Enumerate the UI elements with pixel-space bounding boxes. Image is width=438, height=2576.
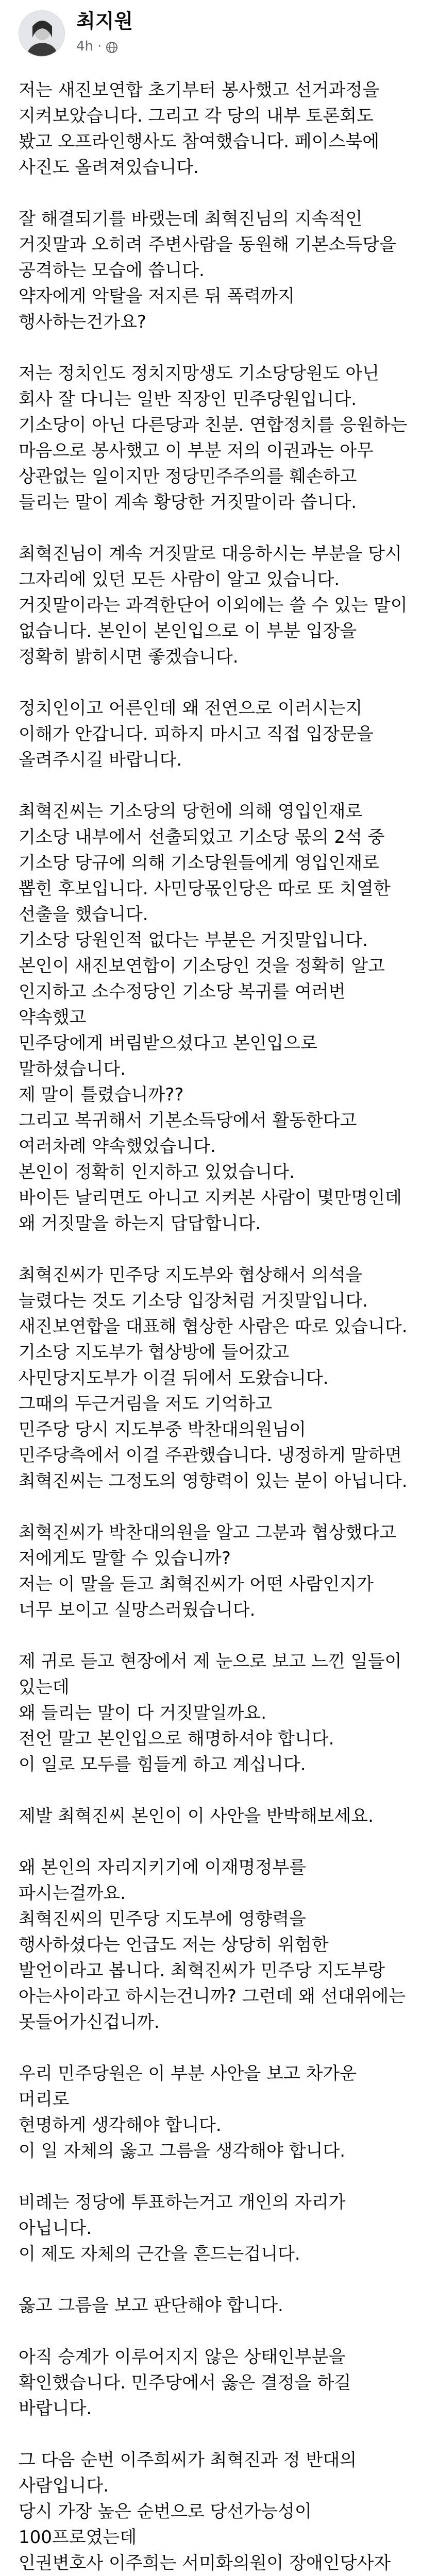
meta-separator: ·	[97, 39, 102, 54]
post-paragraph: 최혁진씨가 박찬대의원을 알고 그분과 협상했다고 저에게도 말할 수 있습니까? 저는 이 말을 듣고 최혁진씨가 어떤 사람인지가 너무 보이고 실망스러웠습니다.	[19, 1522, 396, 1620]
post-paragraph: 비례는 정당에 투표하는거고 개인의 자리가 아닙니다. 이 제도 자체의 근간을 흔드는겁니다.	[19, 2192, 346, 2264]
globe-icon	[106, 40, 118, 53]
post-paragraph: 그 다음 순번 이주희씨가 최혁진과 정 반대의 사람입니다. 당시 가장 높은 순번으로 당선가능성이 100프로였는데 인권변호사 이주희는 서미화의원이 장애인당사자	[19, 2450, 391, 2573]
post-paragraph: 제발 최혁진씨 본인이 이 사안을 반박해보세요.	[19, 1806, 374, 1826]
post-paragraph: 최혁진씨는 기소당의 당헌에 의해 영입인재로 기소당 내부에서 선출되었고 기소당 몫의 2석 중 기소당 당규에 의해 기소당원들에게 영입인재로 뽑힌 후보입니다. 사민당몫인당은 따로 또 치열한 선출을 했습니다. 기소당 당원인적 없다는 부분은 거짓말입니다. 본인이 새진보연합이 기소당인 것을 정확히 알고 인지하고 소수정당인 기소당 복귀를 여러번 약속했고 민주당에게 버림받으셨다고 본인입으로 말하셨습니다. 제 말이 틀렸습니까?? 그리고 복귀해서 기본소득당에서 활동한다고 여러차례 약속했었습니다. 본인이 정확히 인지하고 있었습니다. 바이든 날리면도 아니고 지켜본 사람이 몇만명인데 왜 거짓말을 하는지 답답합니다.	[19, 801, 402, 1234]
post-paragraph: 최혁진씨가 민주당 지도부와 협상해서 의석을 늘렸다는 것도 기소당 입장처럼 거짓말입니다. 새진보연합을 대표해 협상한 사람은 따로 있습니다. 기소당 지도부가 협상방에 들어갔고 사민당지도부가 이걸 뒤에서 도왔습니다. 그때의 두근거림을 저도 기억하고 민주당 당시 지도부중 박찬대의원님이 민주당측에서 이걸 주관했습니다. 냉정하게 말하면 최혁진씨는 그정도의 영향력이 있는 분이 아닙니다.	[19, 1265, 408, 1492]
post-paragraph: 최혁진님이 계속 거짓말로 대응하시는 부분을 당시 그자리에 있던 모든 사람이 알고 있습니다. 거짓말이라는 과격한단어 이외에는 쓸 수 있는 말이 없습니다. 본인이 본인입으로 이 부분 입장을 정확히 밝히시면 좋겠습니다.	[19, 544, 408, 667]
post-paragraph: 정치인이고 어른인데 왜 전연으로 이러시는지 이해가 안갑니다. 피하지 마시고 직접 입장문을 올려주시길 바랍니다.	[19, 698, 374, 770]
post-time[interactable]: 4h	[76, 39, 94, 54]
post-header	[0, 0, 438, 64]
post-paragraph: 옳고 그름을 보고 판단해야 합니다.	[19, 2295, 283, 2316]
post-paragraph: 저는 정치인도 정치지망생도 기소당당원도 아닌 회사 잘 다니는 일반 직장인 민주당원입니다. 기소당이 아닌 다른당과 친분. 연합정치를 응원하는 마음으로 봉사했고 이 부분 저의 이권과는 아무 상관없는 일이지만 정당민주주의를 훼손하고 들리는 말이 계속 황당한 거짓말이라 씁니다.	[19, 363, 408, 513]
post-paragraph: 우리 민주당원은 이 부분 사안을 보고 차가운 머리로 현명하게 생각해야 합니다. 이 일 자체의 옳고 그름을 생각해야 합니다.	[19, 2063, 357, 2161]
post-paragraph: 왜 본인의 자리지키기에 이재명정부를 파시는걸까요. 최혁진씨의 민주당 지도부에 영향력을 행사하셨다는 언급도 저는 상당히 위험한 발언이라고 봅니다. 최혁진씨가 민주당 지도부랑 아는사이라고 하시는건니까? 그런데 왜 선대위에는 못들어가신겁니까.	[19, 1857, 406, 2032]
post-meta	[76, 37, 118, 56]
post-paragraph: 아직 승계가 이루어지지 않은 상태인부분을 확인했습니다. 민주당에서 옳은 결정을 하길 바랍니다.	[19, 2347, 351, 2419]
avatar-person-icon	[19, 11, 65, 57]
post-paragraph: 제 귀로 듣고 현장에서 제 눈으로 보고 느낀 일들이 있는데 왜 들리는 말이 다 거짓말일까요. 전언 말고 본인입으로 해명하셔야 합니다. 이 일로 모두를 힘들게 하고 계십니다.	[19, 1651, 402, 1775]
post-body	[19, 77, 426, 2576]
post-paragraph: 저는 새진보연합 초기부터 봉사했고 선거과정을 지켜보았습니다. 그리고 각 당의 내부 토론회도 봤고 오프라인행사도 참여했습니다. 페이스북에 사진도 올려져있습니다.	[19, 80, 380, 178]
avatar[interactable]	[19, 10, 65, 57]
post-paragraph: 잘 해결되기를 바랬는데 최혁진님의 지속적인 거짓말과 오히려 주변사람을 동원해 기본소득당을 공격하는 모습에 씁니다. 약자에게 악탈을 저지른 뒤 폭력까지 행사하는건가요?	[19, 209, 396, 332]
author-name[interactable]: 최지원	[76, 10, 133, 32]
